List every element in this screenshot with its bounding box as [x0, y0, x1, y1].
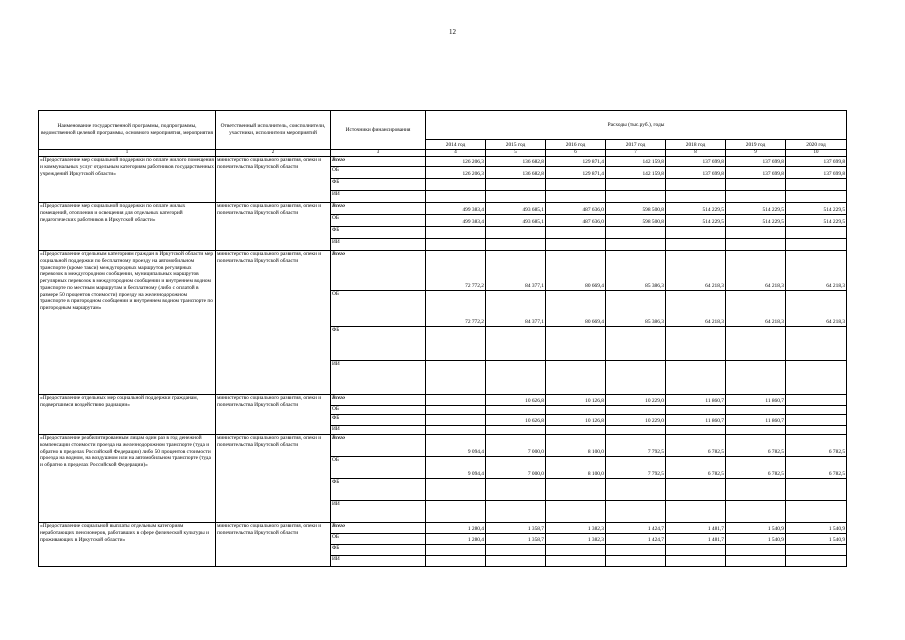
expense-value: 6 782,5	[726, 435, 786, 457]
executor: министерство социального развития, опеки и попечительства Иркутской области	[216, 395, 331, 435]
column-index: 6	[546, 150, 606, 157]
expense-value: 80 669,4	[546, 251, 606, 291]
expense-value	[486, 406, 546, 415]
expense-value: 1 540,9	[786, 534, 847, 545]
header-year: 2017 год	[606, 140, 666, 150]
expense-value: 129 871,4	[546, 167, 606, 179]
measure-name: «Предоставление реабилитированным лицам один раз в год денежной компенсации стоимости проезда на железнодорожном транспорте (туда и обратно в пределах Российской Федерации) либо 50 процентов стоимости проезда на водном, на воздушном или на автомобильном транспорте (туда и обратно в пределах Российской Федерации)»	[39, 435, 216, 523]
expense-value: 1 424,7	[606, 534, 666, 545]
expense-value: 85 386,3	[606, 251, 666, 291]
column-index: 4	[426, 150, 486, 157]
funding-source: ОБ	[331, 291, 426, 327]
header-source: Источники финансирования	[331, 111, 426, 150]
executor: министерство социального развития, опеки и попечительства Иркутской области	[216, 435, 331, 523]
expense-value: 1 540,9	[786, 523, 847, 534]
expense-value	[726, 327, 786, 361]
expense-value: 64 218,3	[786, 251, 847, 291]
expense-value: 1 481,7	[666, 534, 726, 545]
funding-source: ФБ	[331, 227, 426, 239]
expense-value: 1 540,9	[726, 523, 786, 534]
header-year: 2019 год	[726, 140, 786, 150]
expense-value: 137 699,8	[666, 157, 726, 167]
expense-value: 514 229,5	[666, 203, 726, 215]
expense-value: 10 126,8	[546, 415, 606, 426]
expense-value	[426, 426, 486, 435]
expense-value	[486, 239, 546, 251]
expense-value: 8 100,0	[546, 435, 606, 457]
funding-source: ИИ	[331, 426, 426, 435]
executor: министерство социального развития, опеки и попечительства Иркутской области	[216, 203, 331, 251]
expense-value	[786, 426, 847, 435]
column-index: 10	[786, 150, 847, 157]
expense-value	[546, 406, 606, 415]
expense-value: 85 386,3	[606, 291, 666, 327]
expense-value: 137 699,8	[786, 167, 847, 179]
expense-value: 9 094,4	[426, 435, 486, 457]
expense-value: 84 377,1	[486, 291, 546, 327]
expense-value	[726, 406, 786, 415]
funding-source: ОБ	[331, 406, 426, 415]
expense-value	[426, 395, 486, 406]
expense-value	[666, 501, 726, 523]
expense-value	[726, 361, 786, 395]
expense-value: 136 682,8	[486, 167, 546, 179]
expense-value	[786, 556, 847, 567]
expense-value	[726, 179, 786, 191]
expense-value	[546, 501, 606, 523]
expense-value	[666, 179, 726, 191]
table-row	[39, 251, 847, 291]
expense-value	[486, 426, 546, 435]
expense-value: 129 871,4	[546, 157, 606, 167]
expense-value	[486, 556, 546, 567]
expense-value	[786, 179, 847, 191]
funding-source: ФБ	[331, 179, 426, 191]
expense-value	[426, 227, 486, 239]
measure-name: «Предоставление отдельных мер социальной поддержки гражданам, подвергшимся воздействию радиации»	[39, 395, 216, 435]
expense-value: 64 218,3	[786, 291, 847, 327]
expense-value: 9 094,4	[426, 457, 486, 479]
header-name: Наименование государственной программы, подпрограммы, ведомственной целевой программы, основного мероприятия, мероприятия	[39, 111, 216, 150]
expense-value	[666, 545, 726, 556]
expense-value: 6 782,5	[786, 457, 847, 479]
expense-value: 137 699,8	[666, 167, 726, 179]
expense-value: 136 682,8	[486, 157, 546, 167]
expense-value	[546, 227, 606, 239]
expense-value	[426, 406, 486, 415]
expense-value	[486, 361, 546, 395]
expense-value	[666, 479, 726, 501]
expense-value: 126 206,3	[426, 167, 486, 179]
column-index: 8	[666, 150, 726, 157]
expense-value: 1 358,7	[486, 534, 546, 545]
expense-value	[426, 545, 486, 556]
funding-source: Всего	[331, 251, 426, 291]
header-expenses: Расходы (тыс.руб.), годы	[426, 111, 847, 140]
expense-value	[486, 191, 546, 203]
expense-value	[546, 426, 606, 435]
expense-value	[786, 479, 847, 501]
funding-source: ФБ	[331, 415, 426, 426]
expense-value	[726, 227, 786, 239]
expense-value: 142 159,8	[606, 157, 666, 167]
expense-value	[786, 501, 847, 523]
column-index: 7	[606, 150, 666, 157]
expense-value	[726, 501, 786, 523]
expense-value: 10 126,8	[546, 395, 606, 406]
funding-source: Всего	[331, 395, 426, 406]
expense-value: 514 229,5	[726, 203, 786, 215]
expense-value: 137 699,8	[726, 167, 786, 179]
funding-source: Всего	[331, 523, 426, 534]
expense-value	[726, 426, 786, 435]
expense-value: 598 500,8	[606, 203, 666, 215]
expense-value: 1 358,7	[486, 523, 546, 534]
expense-value	[786, 239, 847, 251]
executor: министерство социального развития, опеки и попечительства Иркутской области	[216, 523, 331, 567]
expense-value: 11 860,7	[666, 415, 726, 426]
expense-value: 1 280,4	[426, 523, 486, 534]
column-index: 9	[726, 150, 786, 157]
expense-value	[606, 556, 666, 567]
budget-table	[38, 110, 847, 567]
expense-value	[606, 479, 666, 501]
expense-value	[666, 361, 726, 395]
expense-value: 137 699,8	[786, 157, 847, 167]
expense-value	[666, 227, 726, 239]
expense-value: 6 782,5	[666, 435, 726, 457]
header-year: 2020 год	[786, 140, 847, 150]
expense-value	[606, 227, 666, 239]
expense-value: 11 860,7	[726, 415, 786, 426]
expense-value	[726, 545, 786, 556]
column-index: 5	[486, 150, 546, 157]
funding-source: ОБ	[331, 215, 426, 227]
expense-value	[666, 191, 726, 203]
funding-source: ИИ	[331, 361, 426, 395]
expense-value	[486, 227, 546, 239]
header-year: 2015 год	[486, 140, 546, 150]
page-number: 12	[449, 28, 456, 36]
expense-value: 72 772,2	[426, 291, 486, 327]
expense-value	[486, 179, 546, 191]
expense-value: 64 218,3	[726, 291, 786, 327]
header-year: 2016 год	[546, 140, 606, 150]
expense-value	[606, 191, 666, 203]
expense-value	[426, 501, 486, 523]
column-index: 2	[216, 150, 331, 157]
funding-source: ФБ	[331, 545, 426, 556]
funding-source: ИИ	[331, 501, 426, 523]
expense-value	[426, 415, 486, 426]
expense-value	[486, 545, 546, 556]
executor: министерство социального развития, опеки и попечительства Иркутской области	[216, 251, 331, 395]
expense-value	[426, 191, 486, 203]
expense-value: 1 382,3	[546, 534, 606, 545]
expense-value: 11 860,7	[666, 395, 726, 406]
column-index: 3	[331, 150, 426, 157]
expense-value	[666, 327, 726, 361]
expense-value	[606, 545, 666, 556]
expense-value: 514 229,5	[726, 215, 786, 227]
expense-value	[786, 415, 847, 426]
expense-value	[426, 179, 486, 191]
expense-value	[546, 179, 606, 191]
expense-value: 493 685,1	[486, 215, 546, 227]
funding-source: ФБ	[331, 327, 426, 361]
funding-source: ОБ	[331, 167, 426, 179]
expense-value	[546, 191, 606, 203]
expense-value: 1 382,3	[546, 523, 606, 534]
expense-value: 7 000,0	[486, 435, 546, 457]
expense-value	[786, 545, 847, 556]
expense-value: 10 229,0	[606, 395, 666, 406]
header-year: 2018 год	[666, 140, 726, 150]
expense-value: 499 383,4	[426, 203, 486, 215]
expense-value	[426, 361, 486, 395]
expense-value: 64 218,3	[726, 251, 786, 291]
header-year: 2014 год	[426, 140, 486, 150]
table-row	[39, 523, 847, 534]
table-body	[39, 157, 847, 567]
measure-name: «Предоставление мер социальной поддержки по оплате жилого помещения и коммунальных услуг отдельным категориям работников государственных учреждений Иркутской области»	[39, 157, 216, 203]
expense-value: 64 218,3	[666, 251, 726, 291]
measure-name: «Предоставление мер социальной поддержки по оплате жилых помещений, отопления и освещения для отдельных категорий педагогических работников в Иркутской области»	[39, 203, 216, 251]
expense-value	[486, 501, 546, 523]
expense-value	[786, 361, 847, 395]
table-row	[39, 203, 847, 215]
expense-value	[606, 501, 666, 523]
expense-value	[606, 426, 666, 435]
expense-value	[546, 545, 606, 556]
expense-value	[546, 327, 606, 361]
expense-value	[546, 556, 606, 567]
table-row	[39, 435, 847, 457]
expense-value	[726, 239, 786, 251]
expense-value: 6 782,5	[786, 435, 847, 457]
expense-value	[606, 327, 666, 361]
expense-value	[546, 361, 606, 395]
expense-value	[426, 479, 486, 501]
expense-value: 7 792,5	[606, 435, 666, 457]
expense-value	[606, 179, 666, 191]
expense-value	[786, 406, 847, 415]
expense-value	[726, 479, 786, 501]
expense-value: 11 860,7	[726, 395, 786, 406]
expense-value	[666, 426, 726, 435]
expense-value: 10 626,8	[486, 415, 546, 426]
expense-value	[426, 327, 486, 361]
expense-value	[726, 191, 786, 203]
expense-value: 514 229,5	[666, 215, 726, 227]
expense-value: 6 782,5	[666, 457, 726, 479]
expense-value	[486, 479, 546, 501]
expense-value	[606, 406, 666, 415]
expense-value: 8 100,0	[546, 457, 606, 479]
expense-value: 84 377,1	[486, 251, 546, 291]
expense-value	[606, 361, 666, 395]
funding-source: ИИ	[331, 191, 426, 203]
expense-value: 1 280,4	[426, 534, 486, 545]
expense-value: 1 481,7	[666, 523, 726, 534]
expense-value: 10 626,8	[486, 395, 546, 406]
expense-value: 499 383,4	[426, 215, 486, 227]
expense-value: 142 159,8	[606, 167, 666, 179]
table-row	[39, 157, 847, 167]
executor: министерство социального развития, опеки и попечительства Иркутской области	[216, 157, 331, 203]
funding-source: Всего	[331, 203, 426, 215]
funding-source: ИИ	[331, 556, 426, 567]
expense-value: 72 772,2	[426, 251, 486, 291]
funding-source: ОБ	[331, 534, 426, 545]
expense-value: 514 229,5	[786, 215, 847, 227]
expense-value	[426, 239, 486, 251]
expense-value: 1 540,9	[726, 534, 786, 545]
expense-value: 493 685,1	[486, 203, 546, 215]
expense-value	[666, 556, 726, 567]
expense-value	[486, 327, 546, 361]
header-executor: Ответственный исполнитель, соисполнители, участники, исполнители мероприятий	[216, 111, 331, 150]
expense-value: 80 669,4	[546, 291, 606, 327]
expense-value	[726, 556, 786, 567]
expense-value	[426, 556, 486, 567]
funding-source: ФБ	[331, 479, 426, 501]
expense-value	[666, 239, 726, 251]
expense-value: 10 229,0	[606, 415, 666, 426]
expense-value: 598 500,8	[606, 215, 666, 227]
measure-name: «Предоставление социальной выплаты отдельным категориям неработающих пенсионеров, работавших в сфере физической культуры и проживающих в Иркутской области»	[39, 523, 216, 567]
funding-source: Всего	[331, 435, 426, 457]
expense-value	[666, 406, 726, 415]
table-row	[39, 395, 847, 406]
expense-value	[546, 479, 606, 501]
expense-value: 1 424,7	[606, 523, 666, 534]
expense-value	[606, 239, 666, 251]
expense-value: 64 218,3	[666, 291, 726, 327]
expense-value: 514 229,5	[786, 203, 847, 215]
measure-name: «Предоставление отдельным категориям граждан в Иркутской области мер социальной поддержки по бесплатному проезду на автомобильном транспорте (кроме такси) междугородных маршрутов регулярных перевозок в междугородном сообщении, муниципальных маршрутов регулярных перевозок в междугородном сообщении и внутреннем водном транспорте по местным маршрутам и бесплатному (либо с оплатой в размере 50 процентов стоимости) проезду на железнодорожном транспорте в пригородном сообщении и внутреннем водном транспорте по пригородным маршрутам»	[39, 251, 216, 395]
expense-value	[786, 395, 847, 406]
expense-value	[786, 327, 847, 361]
expense-value: 6 782,5	[726, 457, 786, 479]
funding-source: ОБ	[331, 457, 426, 479]
expense-value: 137 699,8	[726, 157, 786, 167]
funding-source: ИИ	[331, 239, 426, 251]
expense-value: 487 636,0	[546, 203, 606, 215]
expense-value: 7 792,5	[606, 457, 666, 479]
expense-value	[786, 191, 847, 203]
expense-value	[546, 239, 606, 251]
funding-source: Всего	[331, 157, 426, 167]
expense-value: 126 206,3	[426, 157, 486, 167]
expense-value: 7 000,0	[486, 457, 546, 479]
expense-value	[786, 227, 847, 239]
column-index: 1	[39, 150, 216, 157]
expense-value: 487 636,0	[546, 215, 606, 227]
